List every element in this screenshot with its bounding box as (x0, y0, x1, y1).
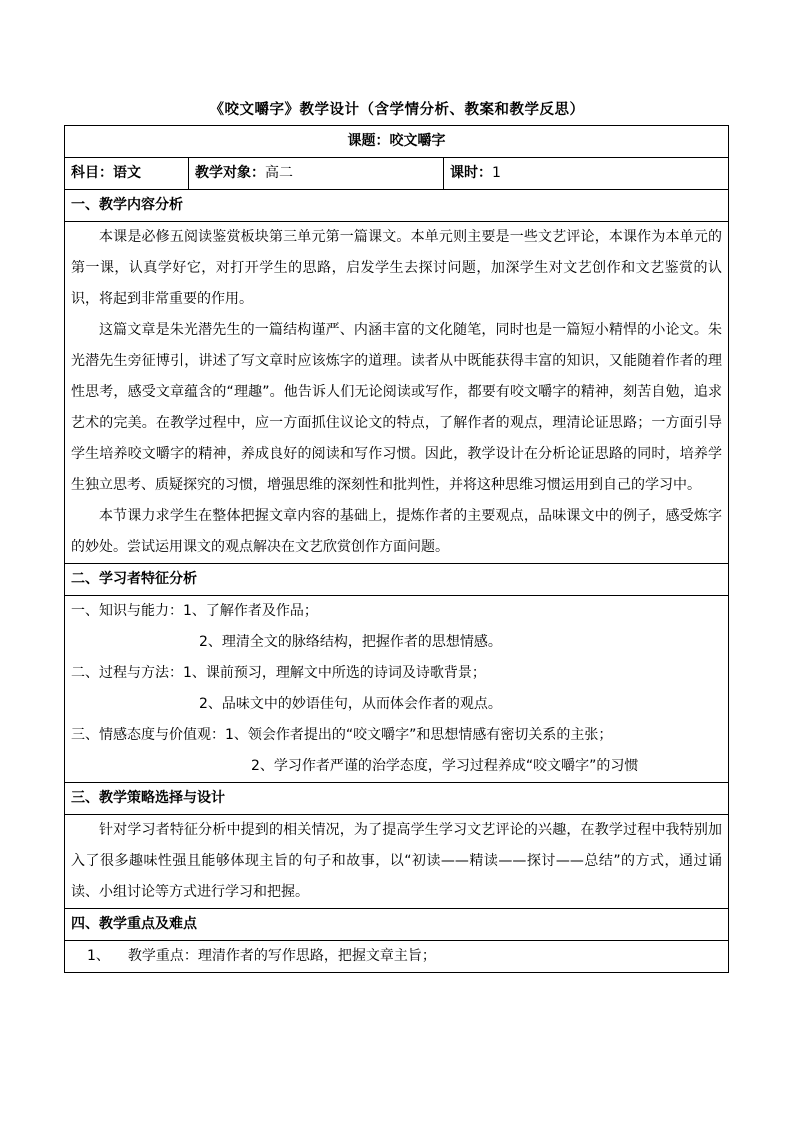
key-point-number: 1、 (87, 948, 110, 964)
section3-heading-row (65, 783, 729, 815)
section3-paragraph: 针对学习者特征分析中提到的相关情况，为了提高学生学习文艺评论的兴趣，在教学过程中我特别加入了很多趣味性强且能够体现主旨的句子和故事，以“初读——精读——探讨——总结”的方式，通过诵读、小组讨论等方式进行学习和把握。 (71, 822, 722, 900)
course-row (65, 126, 729, 158)
section1-paragraph-3: 本节课力求学生在整体把握文章内容的基础上，提炼作者的主要观点，品味课文中的例子，感受炼字的妙处。尝试运用课文的观点解决在文艺欣赏创作方面问题。 (71, 508, 722, 555)
section2-body-row (65, 596, 729, 783)
section4-body (65, 941, 729, 973)
lesson-plan-table (64, 125, 729, 973)
subject-cell (65, 158, 189, 190)
section2-body (65, 596, 729, 783)
subject-text: 科目：语文 (71, 165, 141, 181)
target-cell (189, 158, 444, 190)
section4-heading: 四、教学重点及难点 (65, 909, 729, 941)
section1-heading: 一、教学内容分析 (65, 190, 729, 222)
knowledge-item-2: 2、理清全文的脉络结构，把握作者的思想情感。 (199, 634, 502, 650)
section4-body-row (65, 941, 729, 973)
period-value: 1 (492, 165, 501, 181)
info-row (65, 158, 729, 190)
process-item-2: 2、品味文中的妙语佳句，从而体会作者的观点。 (199, 696, 502, 712)
key-point-text: 教学重点：理清作者的写作思路，把握文章主旨； (127, 948, 436, 964)
section4-heading-row (65, 909, 729, 941)
process-line-1 (71, 658, 722, 689)
course-title: 课题：咬文嚼字 (65, 126, 729, 158)
period-cell (444, 158, 729, 190)
section1-body-row (65, 222, 729, 564)
emotion-item-2: 2、学习作者严谨的治学态度，学习过程养成“咬文嚼字”的习惯 (251, 758, 639, 774)
section3-heading: 三、教学策略选择与设计 (65, 783, 729, 815)
section1-paragraph-1: 本课是必修五阅读鉴赏板块第三单元第一篇课文。本单元则主要是一些文艺评论，本课作为本单元的第一课，认真学好它，对打开学生的思路，启发学生去探讨问题，加深学生对文艺创作和文艺鉴赏的认识，将起到非常重要的作用。 (71, 229, 722, 307)
section3-body (65, 815, 729, 909)
emotion-item-1: 1、领会作者提出的“咬文嚼字”和思想情感有密切关系的主张； (225, 727, 613, 743)
target-label: 教学对象： (195, 165, 265, 181)
section3-body-row (65, 815, 729, 909)
knowledge-item-1: 1、了解作者及作品； (183, 603, 318, 619)
knowledge-line-1 (71, 596, 722, 627)
knowledge-label: 一、知识与能力： (71, 603, 183, 619)
emotion-label: 三、情感态度与价值观： (71, 727, 225, 743)
document-title: 《咬文嚼字》教学设计（含学情分析、教案和教学反思） (209, 102, 585, 118)
section1-heading-row (65, 190, 729, 222)
process-label: 二、过程与方法： (71, 665, 183, 681)
key-point-1 (71, 941, 722, 972)
section2-heading: 二、学习者特征分析 (65, 564, 729, 596)
section1-paragraph-2: 这篇文章是朱光潜先生的一篇结构谨严、内涵丰富的文化随笔，同时也是一篇短小精悍的小论文。朱光潜先生旁征博引，讲述了写文章时应该炼字的道理。读者从中既能获得丰富的知识，又能随着作者的理性思考，感受文章蕴含的“理趣”。他告诉人们无论阅读或写作，都要有咬文嚼字的精神，刻苦自勉，追求艺术的完美。在教学过程中，应一方面抓住议论文的特点，了解作者的观点，理清论证思路；一方面引导学生培养咬文嚼字的精神，养成良好的阅读和写作习惯。因此，教学设计在分析论证思路的同时，培养学生独立思考、质疑探究的习惯，增强思维的深刻性和批判性，并将这种思维习惯运用到自己的学习中。 (71, 322, 722, 493)
emotion-line-1 (71, 720, 722, 751)
process-item-1: 1、课前预习，理解文中所选的诗词及诗歌背景； (183, 665, 486, 681)
period-label: 课时： (450, 165, 492, 181)
section1-body (65, 222, 729, 564)
section2-heading-row (65, 564, 729, 596)
target-value: 高二 (265, 165, 293, 181)
